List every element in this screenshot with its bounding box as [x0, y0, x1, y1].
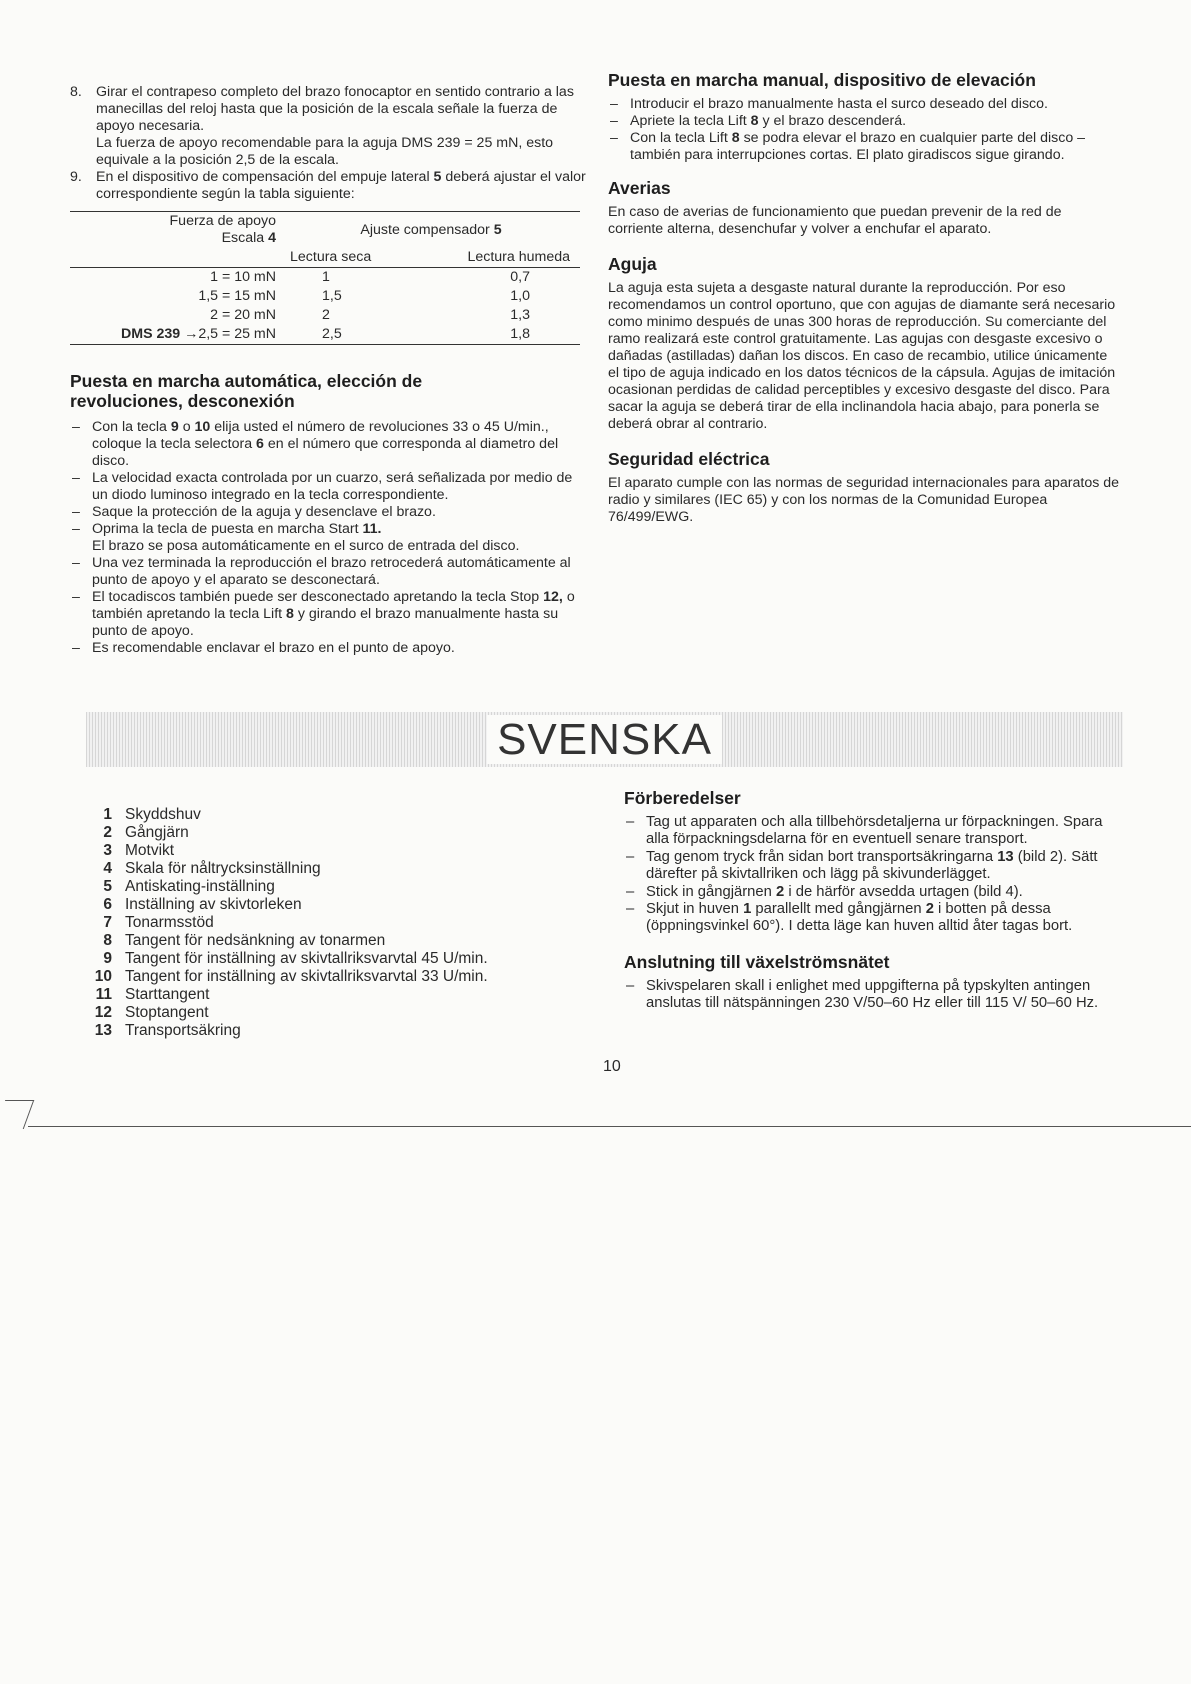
- table-row: DMS 239 →2,5 = 25 mN 2,5 1,8: [70, 325, 580, 345]
- step-text: En el dispositivo de compensación del empuje lateral 5 deberá ajustar el valor correspondiente según la tabla siguiente:: [96, 169, 586, 202]
- parts-list: [92, 806, 612, 1040]
- list-item: – Skjut in huven 1 parallellt med gångjärnen 2 i botten på dessa (öppningsvinkel 60°). I detta läge kan huven alltid åter tagas bort.: [624, 901, 1129, 936]
- auto-list: [70, 419, 590, 657]
- list-item: – Introducir el brazo manualmente hasta el surco deseado del disco.: [608, 96, 1120, 113]
- step-9: [70, 169, 590, 203]
- list-item: – Tag ut apparaten och alla tillbehörsdetaljerna ur förpackningen. Spara alla förpackningsdelarna för en eventuell senare transport.: [624, 814, 1129, 849]
- page-number: 10: [603, 1058, 621, 1075]
- list-item: 10 Tangent for inställning av skivtallriksvarvtal 33 U/min.: [94, 968, 488, 985]
- table-row: 1,5 = 15 mN 1,5 1,0: [198, 288, 530, 304]
- list-item: – Apriete la tecla Lift 8 y el brazo descenderá.: [608, 113, 1120, 130]
- paragraph: La aguja esta sujeta a desgaste natural durante la reproducción. Por eso recomendamos un control oportuno, que con agujas de diamante será necesario como minimo después de unas 300 horas de reproducción. Su comerciante del ramo realizará este control gratuitamente. Las agujas con desgaste excesivo o dañadas (astilladas) dañan los discos. En caso de recambio, utilice únicamente el tipo de aguja indicado en los datos técnicos de la cápsula. Agujas de imitación ocasionan perdidas de calidad perceptibles y excesivo desgaste del disco. Para sacar la aguja se deberá tirar de ella inclinandola hacia abajo, para ponerla se deberá obrar al contrario.: [608, 280, 1116, 432]
- step-8: [70, 84, 590, 169]
- list-item: 11 Starttangent: [95, 986, 210, 1003]
- table-row: 1 = 10 mN 1 0,7: [210, 269, 530, 285]
- step-number: 9.: [70, 169, 82, 185]
- list-item: – Una vez terminada la reproducción el brazo retrocederá automáticamente al punto de apoyo y el aparato se desconectará.: [70, 555, 590, 589]
- list-item: 5 Antiskating-inställning: [103, 878, 275, 895]
- table-header: Lectura humeda: [443, 248, 580, 268]
- list-item: – Stick in gångjärnen 2 i de härför avsedda urtagen (bild 4).: [624, 884, 1129, 901]
- section-heading: Seguridad eléctrica: [608, 449, 770, 469]
- paragraph: En caso de averias de funcionamiento que puedan prevenir de la red de corriente alterna, desenchufar y volver a enchufar el aparato.: [608, 204, 1062, 237]
- step-text: La fuerza de apoyo recomendable para la aguja DMS 239 = 25 mN, esto equivale a la posición 2,5 de la escala.: [96, 135, 554, 168]
- crop-mark: [0, 1100, 34, 1129]
- list-item: – La velocidad exacta controlada por un cuarzo, será señalizada por medio de un diodo luminoso integrado en la tecla correspondiente.: [70, 470, 590, 504]
- anslutning-list: [624, 978, 1129, 1013]
- list-item: – Oprima la tecla de puesta en marcha Start 11. El brazo se posa automáticamente en el surco de entrada del disco.: [70, 521, 590, 555]
- list-item: – Con la tecla 9 o 10 elija usted el número de revoluciones 33 o 45 U/min., coloque la tecla selectora 6 en el número que corresponda al diametro del disco.: [70, 419, 590, 470]
- step-text: Girar el contrapeso completo del brazo fonocaptor en sentido contrario a las manecillas del reloj hasta que la posición de la escala señale la fuerza de apoyo necesaria.: [96, 84, 574, 134]
- table-header: Lectura seca: [282, 248, 443, 268]
- section-heading: Puesta en marcha automática, elección de revoluciones, desconexión: [70, 371, 423, 411]
- list-item: 12 Stoptangent: [94, 1004, 209, 1021]
- list-item: – Skivspelaren skall i enlighet med uppgifterna på typskylten antingen anslutas till nätspänningen 230 V/50–60 Hz eller till 115 V/ 50–60 Hz.: [624, 978, 1129, 1013]
- forberedelser-list: [624, 814, 1129, 936]
- list-item: 4 Skala för nåltrycksinställning: [103, 860, 321, 877]
- swedish-right-column: [624, 788, 1129, 1013]
- list-item: – El tocadiscos también puede ser desconectado apretando la tecla Stop 12, o también apretando la tecla Lift 8 y girando el brazo manualmente hasta su punto de apoyo.: [70, 589, 590, 640]
- banner-title: SVENSKA: [487, 715, 722, 764]
- list-item: – Con la tecla Lift 8 se podra elevar el brazo en cualquier parte del disco – también para interrupciones cortas. El plato giradiscos sigue girando.: [608, 130, 1120, 164]
- right-column: [608, 70, 1120, 526]
- paragraph: El aparato cumple con las normas de seguridad internacionales para aparatos de radio y similares (IEC 65) y con los normas de la Comunidad Europea 76/499/EWG.: [608, 475, 1120, 525]
- list-item: 2 Gångjärn: [103, 824, 189, 841]
- section-heading: Averias: [608, 178, 671, 198]
- table-header: Ajuste compensador 5: [360, 221, 502, 238]
- section-heading: Förberedelser: [624, 788, 741, 808]
- list-item: 9 Tangent för inställning av skivtallriksvarvtal 45 U/min.: [103, 950, 488, 967]
- table-row: 2 = 20 mN 2 1,3: [210, 307, 530, 323]
- list-item: 1 Skyddshuv: [103, 806, 201, 823]
- section-heading: Aguja: [608, 254, 657, 274]
- bottom-rule: [28, 1126, 1191, 1127]
- list-item: 7 Tonarmsstöd: [103, 914, 214, 931]
- compensation-table: [70, 211, 580, 345]
- list-item: 3 Motvikt: [103, 842, 175, 859]
- list-item: – Es recomendable enclavar el brazo en el punto de apoyo.: [70, 640, 590, 657]
- list-item: 6 Inställning av skivtorleken: [103, 896, 302, 913]
- table-header: Fuerza de apoyo Escala 4: [169, 213, 276, 246]
- list-item: 8 Tangent för nedsänkning av tonarmen: [103, 932, 386, 949]
- manual-list: [608, 96, 1120, 164]
- section-heading: Puesta en marcha manual, dispositivo de elevación: [608, 70, 1036, 90]
- list-item: 13 Transportsäkring: [94, 1022, 241, 1039]
- language-banner: [86, 712, 1123, 767]
- left-column: [70, 84, 590, 657]
- list-item: – Tag genom tryck från sidan bort transportsäkringarna 13 (bild 2). Sätt därefter på skivtallriken och lägg på skivunderlägget.: [624, 849, 1129, 884]
- step-number: 8.: [70, 84, 82, 100]
- section-heading: Anslutning till växelströmsnätet: [624, 951, 890, 972]
- list-item: – Saque la protección de la aguja y desenclave el brazo.: [70, 504, 590, 521]
